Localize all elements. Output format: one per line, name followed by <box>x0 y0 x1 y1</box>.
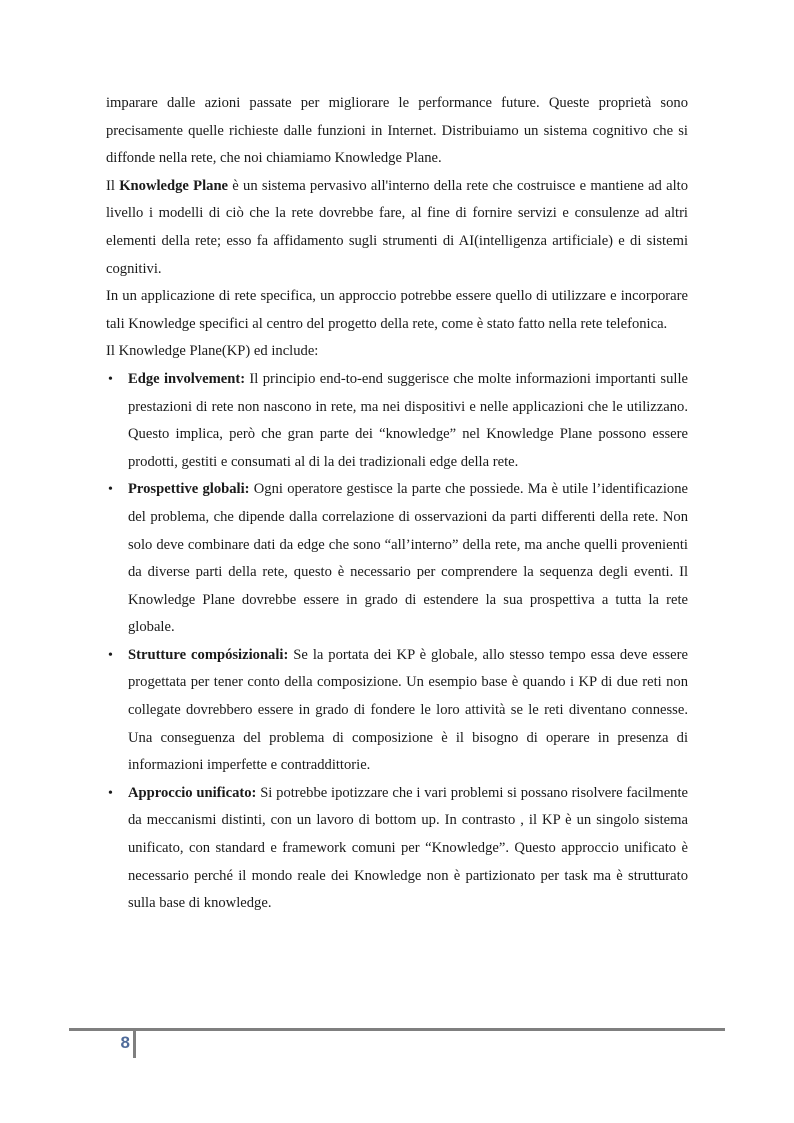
list-item-title: Strutture compósizionali: <box>128 646 289 663</box>
list-item-edge-involvement <box>106 366 688 476</box>
bullet-icon: • <box>108 785 113 801</box>
list-item-title: Approccio unificato: <box>128 784 257 801</box>
list-item-title: Edge involvement: <box>128 370 246 387</box>
page-number: 8 <box>120 1033 130 1052</box>
bullet-icon: • <box>108 371 113 387</box>
list-item-title: Prospettive globali: <box>128 481 250 498</box>
paragraph-includes: Il Knowledge Plane(KP) ed include: <box>106 343 319 360</box>
list-item-text: Ogni operatore gestisce la parte che possiede. Ma è utile l’identificazione del problema, che dipende dalla correlazione di osservazioni da parti differenti della rete. Non solo deve combinare dati da edge che sono “all’interno” della rete, ma anche quelli provenienti da diverse parti della rete, questo è necessario per comprendere la sequenza degli eventi. Il Knowledge Plane dovrebbe essere in grado di estendere la sua prospettiva a tutta la rete globale. <box>128 481 688 636</box>
paragraph-body: è un sistema pervasivo all'interno della rete che costruisce e mantiene ad alto livello i modelli di ciò che la rete dovrebbe fare, al fine di fornire servizi e consulenze ad altri elementi della rete; esso fa affidamento sugli strumenti di AI(intelligenza artificiale) e di sistemi cognitivi. <box>106 177 688 277</box>
document-body <box>106 90 688 918</box>
list-item-text: Il principio end-to-end suggerisce che molte informazioni importanti sulle prestazioni di rete non nascono in rete, ma nei dispositivi e nelle applicazioni che le utilizzano. Questo implica, però che gran parte dei “knowledge” nel Knowledge Plane possono essere prodotti, gestiti e consumati al di la dei tradizionali edge della rete. <box>128 370 688 470</box>
list-item-text: Se la portata dei KP è globale, allo stesso tempo essa deve essere progettata per tener conto della composizione. Un esempio base è quando i KP di due reti non collegate dovrebbero essere in grado di fondere le loro attività se le reti diventano connesse. Una conseguenza del problema di composizione è il bisogno di operare in presenza di informazioni imperfette e contraddittorie. <box>128 646 688 774</box>
footer-divider <box>133 1031 136 1058</box>
list-item-compositional-structures <box>106 642 688 780</box>
list-item-global-perspectives <box>106 476 688 642</box>
feature-list <box>106 366 688 918</box>
paragraph-approach: In un applicazione di rete specifica, un approccio potrebbe essere quello di utilizzare e incorporare tali Knowledge specifici al centro del progetto della rete, come è stato fatto nella rete telefonica. <box>106 288 688 332</box>
paragraph-knowledge-plane <box>106 173 688 283</box>
bullet-icon: • <box>108 647 113 663</box>
footer-rule <box>69 1028 725 1031</box>
paragraph-lead: Il <box>106 177 120 194</box>
paragraph-intro: imparare dalle azioni passate per migliorare le performance future. Queste proprietà sono precisamente quelle richieste dalle funzioni in Internet. Distribuiamo un sistema cognitivo che si diffonde nella rete, che noi chiamiamo Knowledge Plane. <box>106 95 688 167</box>
bullet-icon: • <box>108 482 113 498</box>
list-item-unified-approach <box>106 780 688 918</box>
term-knowledge-plane: Knowledge Plane <box>119 177 229 194</box>
list-item-text: Si potrebbe ipotizzare che i vari problemi si possano risolvere facilmente da meccanismi distinti, con un lavoro di bottom up. In contrasto , il KP è un singolo sistema unificato, con standard e framework comuni per “Knowledge”. Questo approccio unificato è necessario perché il mondo reale dei Knowledge non è partizionato per task ma è strutturato sulla base di knowledge. <box>128 784 689 912</box>
